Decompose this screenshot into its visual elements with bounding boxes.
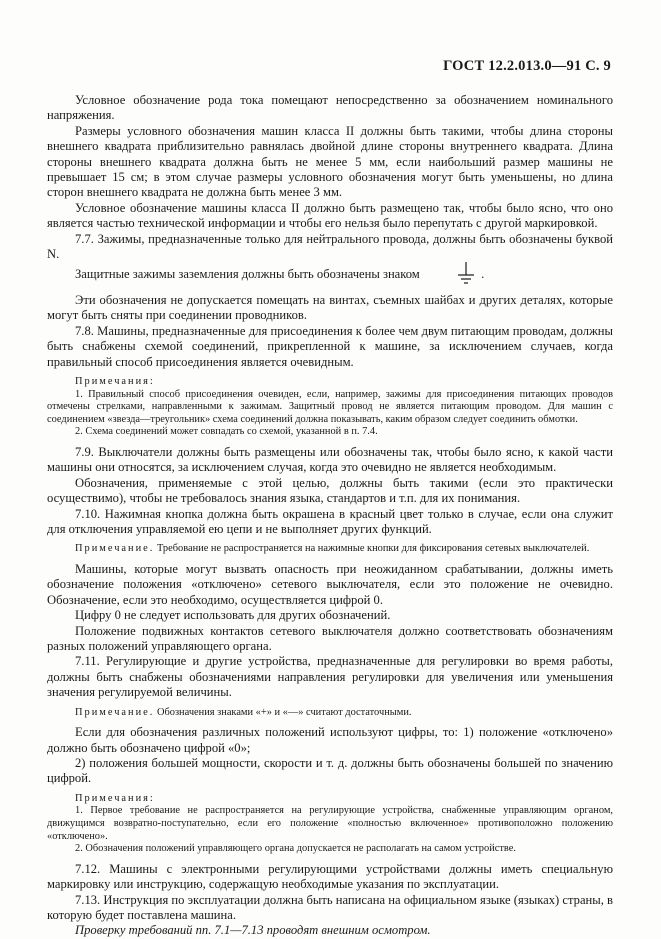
- note-block: [47, 707, 613, 720]
- document-body: [47, 93, 613, 939]
- paragraph: Обозначения, применяемые с этой целью, должны быть такими (если это практически осуществимо), чтобы не требовалось знания языка, стандартов и т.п. для их понимания.: [47, 475, 613, 506]
- paragraph-7-9: 7.9. Выключатели должны быть размещены или обозначены так, чтобы было ясно, к какой части машины они относятся, за исключением случая, когда это очевидно не является необходимым.: [47, 444, 613, 475]
- paragraph-end: .: [481, 267, 485, 282]
- paragraph: Эти обозначения не допускается помещать на винтах, съемных шайбах и других деталях, которые могут быть сняты при соединении проводников.: [47, 292, 613, 323]
- note-line: [47, 707, 613, 720]
- paragraph: Положение подвижных контактов сетевого выключателя должно соответствовать обозначениям разных положений управляющего органа.: [47, 623, 613, 653]
- paragraph-7-10: 7.10. Нажимная кнопка должна быть окрашена в красный цвет только в случае, если она служит для отключения управляемой ею цепи и не выполняет других функций.: [47, 506, 613, 536]
- paragraph: Размеры условного обозначения машин класса II должны быть такими, чтобы длина стороны внешнего квадрата приблизительно равнялась двойной длине стороны внутреннего квадрата. Длина стороны внешнего квадрата должна быть не менее 5 мм, если наибольший размер машины не превышает 15 см; в этом случае размеры условного обозначения могут быть уменьшены, но длина сторон внешнего квадрата не должна быть менее 3 мм.: [47, 123, 613, 200]
- notes-block: [47, 376, 613, 439]
- paragraph-7-11: 7.11. Регулирующие и другие устройства, предназначенные для регулировки во время работы, должны быть снабжены обозначениями направления регулировки для увеличения или уменьшения значения регулируемой величины.: [47, 654, 613, 700]
- paragraph-text: Защитные зажимы заземления должны быть обозначены знаком: [75, 267, 420, 282]
- note-block: [47, 543, 613, 556]
- notes-title: Примечания:: [75, 792, 155, 804]
- paragraph: Если для обозначения различных положений используют цифры, то: 1) положение «отключено» должно быть обозначено цифрой «0»;: [47, 725, 613, 755]
- paragraph-7-7: 7.7. Зажимы, предназначенные только для нейтрального провода, должны быть обозначены буквой N.: [47, 231, 613, 262]
- note-line: [47, 543, 613, 556]
- notes-block: [47, 793, 613, 856]
- note-item: 2. Обозначения положений управляющего органа допускается не располагать на самом устройстве.: [75, 843, 516, 855]
- paragraph-7-12: 7.12. Машины с электронными регулирующими устройствами должны иметь специальную маркировку или инструкцию, содержащую необходимые указания по эксплуатации.: [47, 861, 613, 892]
- paragraph: Машины, которые могут вызвать опасность при неожиданном срабатывании, должны иметь обозначение положения «отключено» сетевого выключателя, если это положение не очевидно. Обозначение, если это необходимо, осуществляется цифрой 0.: [47, 561, 613, 607]
- note-label: Примечание.: [75, 706, 155, 718]
- paragraph: Условное обозначение машины класса II должно быть размещено так, чтобы было ясно, что оно является частью технической информации и чтобы его нельзя было перепутать с другой маркировкой.: [47, 200, 613, 231]
- note-item: 2. Схема соединений может совпадать со схемой, указанной в п. 7.4.: [75, 426, 378, 438]
- note-text: Обозначения знаками «+» и «—» считают достаточными.: [156, 706, 412, 718]
- page-header: ГОСТ 12.2.013.0—91 С. 9: [443, 58, 611, 74]
- notes-title: Примечания:: [75, 375, 155, 387]
- paragraph: 2) положения большей мощности, скорости и т. д. должны быть обозначены большей по значению цифрой.: [47, 755, 613, 786]
- paragraph-7-8: 7.8. Машины, предназначенные для присоединения к более чем двум питающим проводам, должны быть снабжены схемой соединений, прикрепленной к машине, за исключением случаев, когда правильный способ присоединения является очевидным.: [47, 323, 613, 369]
- paragraph: Цифру 0 не следует использовать для других обозначений.: [75, 608, 391, 623]
- ground-icon: [429, 262, 475, 288]
- verification-note: Проверку требований пп. 7.1—7.13 проводят внешним осмотром.: [75, 923, 431, 938]
- paragraph-ground-symbol: [47, 262, 613, 288]
- note-label: Примечание.: [75, 543, 155, 555]
- note-item: 1. Правильный способ присоединения очевиден, если, например, зажимы для присоединения питающих проводов отмечены стрелками, направленными к зажимам. Защитный провод не является питающим проводом. Для машин с соединением «звезда—треугольник» схема соединений должна показывать, каким образом следует соединить обмотки.: [47, 388, 613, 425]
- note-item: 1. Первое требование не распространяется на регулирующие устройства, снабженные управляющим органом, движущимся возвратно-поступательно, если его положение «полностью включенное» противоположно положению «отключено».: [47, 805, 613, 842]
- paragraph: Условное обозначение рода тока помещают непосредственно за обозначением номинального напряжения.: [47, 93, 613, 123]
- paragraph-7-13: 7.13. Инструкция по эксплуатации должна быть написана на официальном языке (языках) страны, в которую будет поставлена машина.: [47, 892, 613, 922]
- note-text: Требование не распространяется на нажимные кнопки для фиксирования сетевых выключателей.: [156, 543, 590, 555]
